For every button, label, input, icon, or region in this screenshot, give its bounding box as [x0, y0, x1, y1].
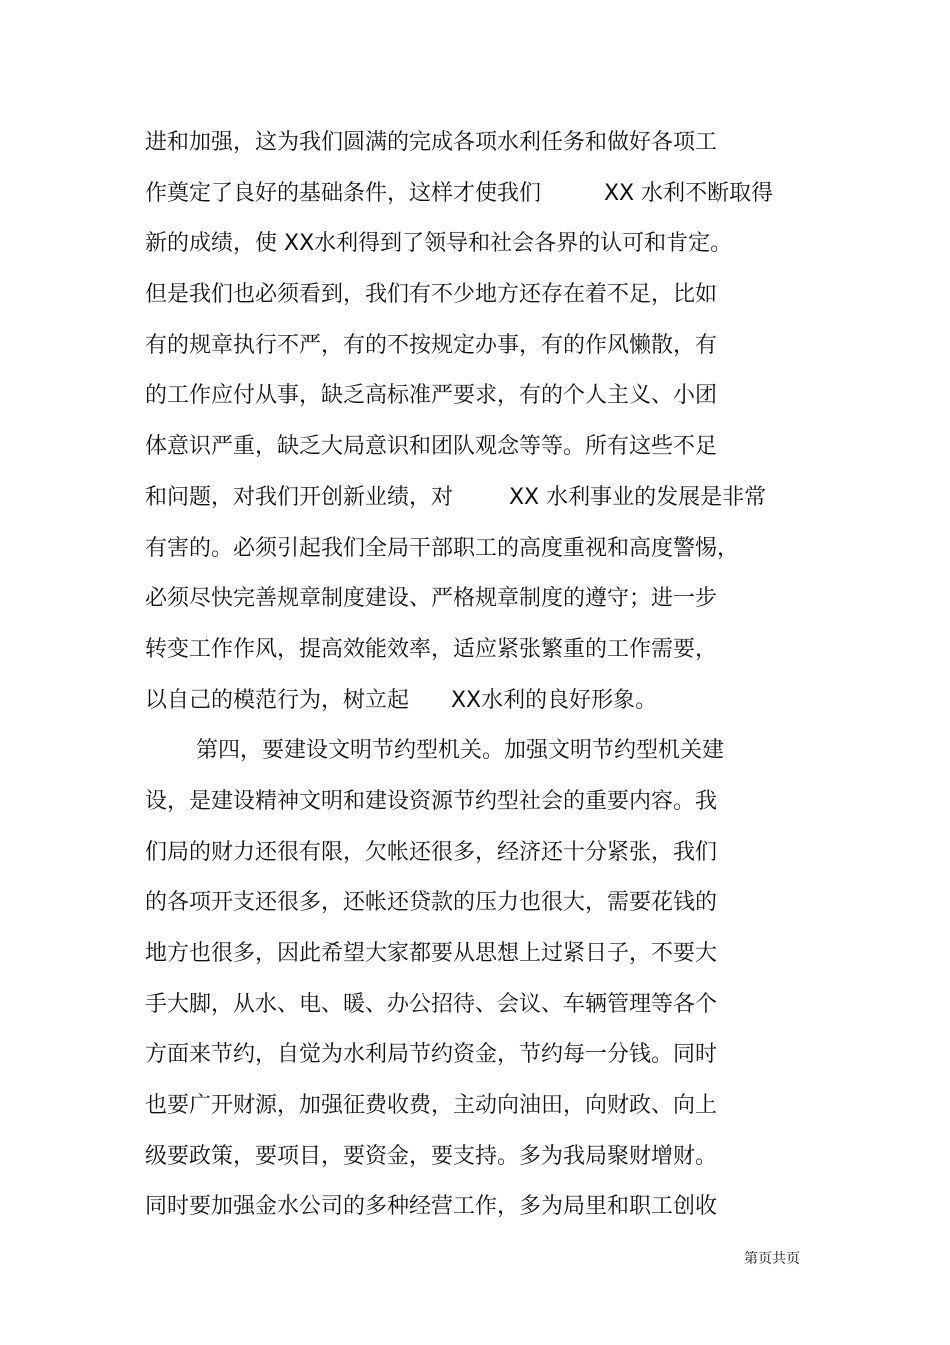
text-line: 也要广开财源，加强征费收费，主动向油田，向财政、向上: [145, 1093, 718, 1119]
text-line: 新的成绩，使 XX水利得到了领导和社会各界的认可和肯定。: [145, 231, 733, 257]
text-line: 级要政策，要项目，要资金，要支持。多为我局聚财增财。: [145, 1143, 718, 1169]
text-line: 以自己的模范行为，树立起 XX水利的良好形象。: [145, 687, 658, 713]
text-line: 但是我们也必须看到，我们有不少地方还存在着不足，比如: [145, 282, 718, 308]
text-line: 设，是建设精神文明和建设资源节约型社会的重要内容。我: [145, 788, 718, 814]
text-line: 方面来节约，自觉为水利局节约资金，节约每一分钱。同时: [145, 1042, 718, 1068]
page-footer: 第页共页: [744, 1251, 800, 1267]
text-line: 和问题，对我们开创新业绩，对 XX 水利事业的发展是非常: [145, 484, 767, 510]
text-line: 地方也很多，因此希望大家都要从思想上过紧日子，不要大: [145, 941, 718, 966]
text-line: 转变工作作风，提高效能效率，适应紧张繁重的工作需要，: [145, 636, 718, 662]
text-line: 的各项开支还很多，还帐还贷款的压力也很大，需要花钱的: [145, 890, 718, 916]
text-line: 体意识严重，缺乏大局意识和团队观念等等。所有这些不足: [145, 434, 718, 460]
text-line: 有害的。必须引起我们全局干部职工的高度重视和高度警惕，: [145, 535, 740, 561]
text-line: 们局的财力还很有限，欠帐还很多，经济还十分紧张，我们: [145, 839, 718, 865]
document-body: [145, 118, 805, 1233]
text-line: 的工作应付从事，缺乏高标准严要求，有的个人主义、小团: [145, 383, 718, 409]
paragraph-start-line: 第四，要建设文明节约型机关。加强文明节约型机关建: [196, 738, 725, 764]
text-line: 作奠定了良好的基础条件，这样才使我们 XX 水利不断取得: [145, 180, 774, 206]
text-line: 有的规章执行不严，有的不按规定办事，有的作风懒散，有: [145, 332, 718, 358]
text-line: 同时要加强金水公司的多种经营工作，多为局里和职工创收: [145, 1194, 718, 1220]
text-line: 进和加强，这为我们圆满的完成各项水利任务和做好各项工: [145, 130, 718, 155]
text-line: 手大脚，从水、电、暖、办公招待、会议、车辆管理等各个: [145, 991, 718, 1017]
text-line: 必须尽快完善规章制度建设、严格规章制度的遵守；进一步: [145, 586, 718, 612]
